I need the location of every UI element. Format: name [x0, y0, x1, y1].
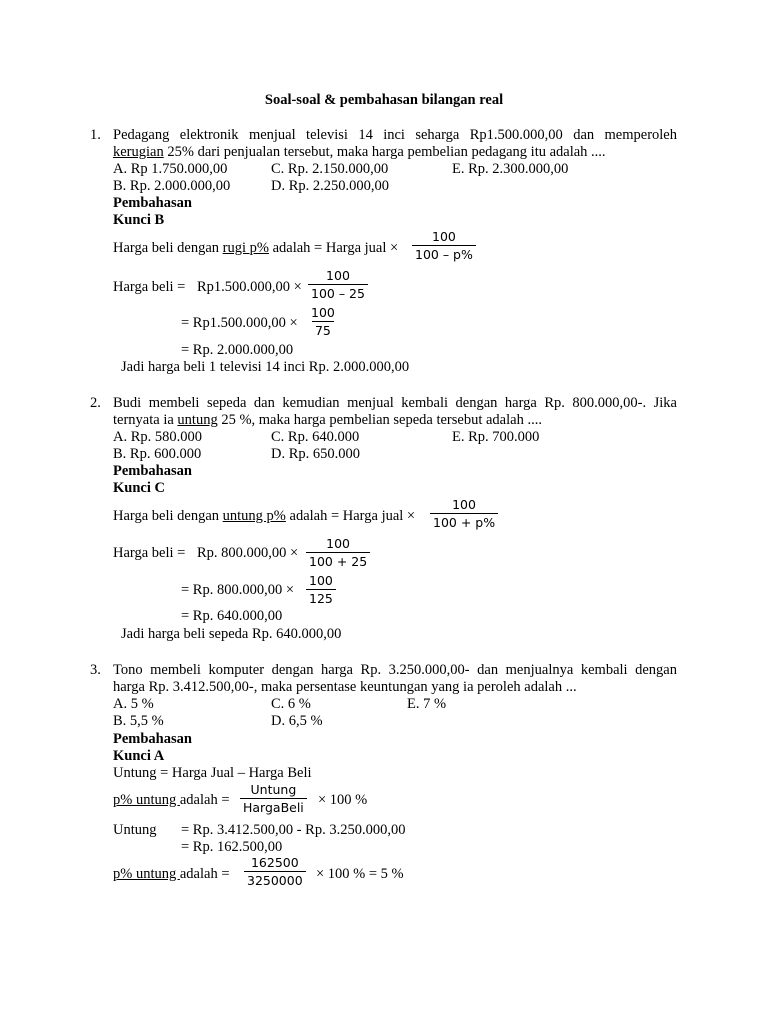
question-text-rest: 25% dari penjualan tersebut, maka harga pembelian pedagang itu adalah .... [163, 144, 606, 160]
formula-line [113, 240, 398, 257]
option-b: B. Rp. 600.000 [113, 446, 202, 462]
calc-expression: Rp1.500.000,00 × [197, 279, 302, 295]
fraction-denominator: HargaBeli [240, 798, 307, 816]
fraction-denominator: 125 [306, 589, 336, 607]
untung-formula: Untung = Harga Jual – Harga Beli [113, 765, 312, 781]
formula-text: Harga beli dengan [113, 508, 223, 524]
conclusion: Jadi harga beli sepeda Rp. 640.000,00 [121, 626, 342, 642]
option-d: D. Rp. 2.250.000,00 [271, 178, 390, 194]
percent-untung-underlined: p% untung [113, 792, 180, 808]
formula-underlined: untung p% [222, 508, 286, 524]
question-number: 1. [90, 127, 101, 143]
option-a: A. Rp 1.750.000,00 [113, 161, 228, 177]
fraction [244, 855, 306, 889]
fraction-numerator: 100 [326, 536, 351, 551]
option-e: E. 7 % [407, 696, 447, 712]
page-title: Soal-soal & pembahasan bilangan real [264, 92, 504, 108]
fraction-denominator: 100 – p% [412, 245, 476, 263]
fraction-numerator: 100 [326, 268, 350, 283]
option-c: C. Rp. 640.000 [271, 429, 360, 445]
fraction [240, 782, 307, 816]
fraction [306, 536, 370, 570]
formula-line [113, 508, 415, 525]
question-text: Budi membeli sepeda dan kemudian menjual kembali dengan harga Rp. 800.000,00-. Jika [113, 395, 677, 411]
question-number: 2. [90, 395, 101, 411]
pembahasan-heading: Pembahasan [113, 195, 192, 211]
formula-text-end: adalah = Harga jual × [285, 508, 416, 524]
calc-label: Harga beli = [113, 545, 186, 561]
question-text-line2 [113, 144, 606, 161]
question-number: 3. [90, 662, 101, 678]
percent-calc-result: × 100 % = 5 % [316, 866, 404, 882]
untung-calc-result: = Rp. 162.500,00 [181, 839, 283, 855]
fraction-denominator: 100 + p% [430, 513, 498, 531]
question-text-line2: harga Rp. 3.412.500,00-, maka persentase keuntungan yang ia peroleh adalah ... [113, 679, 577, 695]
percent-formula-adalah: adalah = [179, 792, 230, 808]
option-e: E. Rp. 700.000 [452, 429, 540, 445]
untung-label: Untung [113, 822, 157, 838]
question-text: Tono membeli komputer dengan harga Rp. 3.250.000,00- dan menjualnya kembali dengan [113, 662, 677, 678]
pembahasan-heading: Pembahasan [113, 731, 192, 747]
underlined-term: untung [177, 412, 218, 428]
question-text: Pedagang elektronik menjual televisi 14 inci seharga Rp1.500.000,00 dan memperoleh [113, 127, 677, 143]
fraction-numerator: 162500 [250, 855, 299, 870]
formula-text-end: adalah = Harga jual × [268, 240, 399, 256]
fraction [306, 573, 336, 607]
option-d: D. 6,5 % [271, 713, 323, 729]
question-text-start: ternyata ia [113, 412, 178, 428]
fraction [430, 497, 498, 531]
option-b: B. 5,5 % [113, 713, 164, 729]
fraction-numerator: 100 [309, 573, 333, 588]
question-text-rest: 25 %, maka harga pembelian sepeda tersebut adalah .... [217, 412, 542, 428]
calc-result: = Rp. 640.000,00 [181, 608, 283, 624]
untung-calc: = Rp. 3.412.500,00 - Rp. 3.250.000,00 [181, 822, 406, 838]
option-b: B. Rp. 2.000.000,00 [113, 178, 231, 194]
option-c: C. Rp. 2.150.000,00 [271, 161, 389, 177]
option-e: E. Rp. 2.300.000,00 [452, 161, 569, 177]
percent-calc-label [113, 866, 230, 883]
pembahasan-heading: Pembahasan [113, 463, 192, 479]
fraction-numerator: 100 [311, 305, 335, 320]
question-text-line2 [113, 412, 542, 429]
calc-expression: = Rp. 800.000,00 × [181, 582, 295, 598]
fraction-numerator: 100 [432, 229, 456, 244]
option-c: C. 6 % [271, 696, 311, 712]
calc-result: = Rp. 2.000.000,00 [181, 342, 294, 358]
percent-formula-times: × 100 % [318, 792, 368, 808]
option-d: D. Rp. 650.000 [271, 446, 361, 462]
fraction [308, 305, 338, 339]
fraction-denominator: 75 [312, 321, 334, 339]
percent-calc-adalah: adalah = [179, 866, 230, 882]
underlined-term: kerugian [113, 144, 164, 160]
calc-label: Harga beli = [113, 279, 186, 295]
formula-text: Harga beli dengan [113, 240, 223, 256]
percent-untung-underlined: p% untung [113, 866, 180, 882]
fraction-denominator: 100 – 25 [308, 284, 368, 302]
fraction-numerator: Untung [250, 782, 297, 797]
fraction-numerator: 100 [452, 497, 476, 512]
answer-key: Kunci B [113, 212, 165, 228]
option-a: A. 5 % [113, 696, 154, 712]
formula-underlined: rugi p% [222, 240, 269, 256]
fraction-denominator: 100 + 25 [306, 552, 370, 570]
fraction [412, 229, 476, 263]
calc-expression: Rp. 800.000,00 × [197, 545, 299, 561]
fraction [308, 268, 368, 302]
answer-key: Kunci C [113, 480, 165, 496]
calc-expression: = Rp1.500.000,00 × [181, 315, 298, 331]
percent-formula-label [113, 792, 230, 809]
fraction-denominator: 3250000 [244, 871, 306, 889]
answer-key: Kunci A [113, 748, 165, 764]
conclusion: Jadi harga beli 1 televisi 14 inci Rp. 2.000.000,00 [121, 359, 410, 375]
option-a: A. Rp. 580.000 [113, 429, 203, 445]
